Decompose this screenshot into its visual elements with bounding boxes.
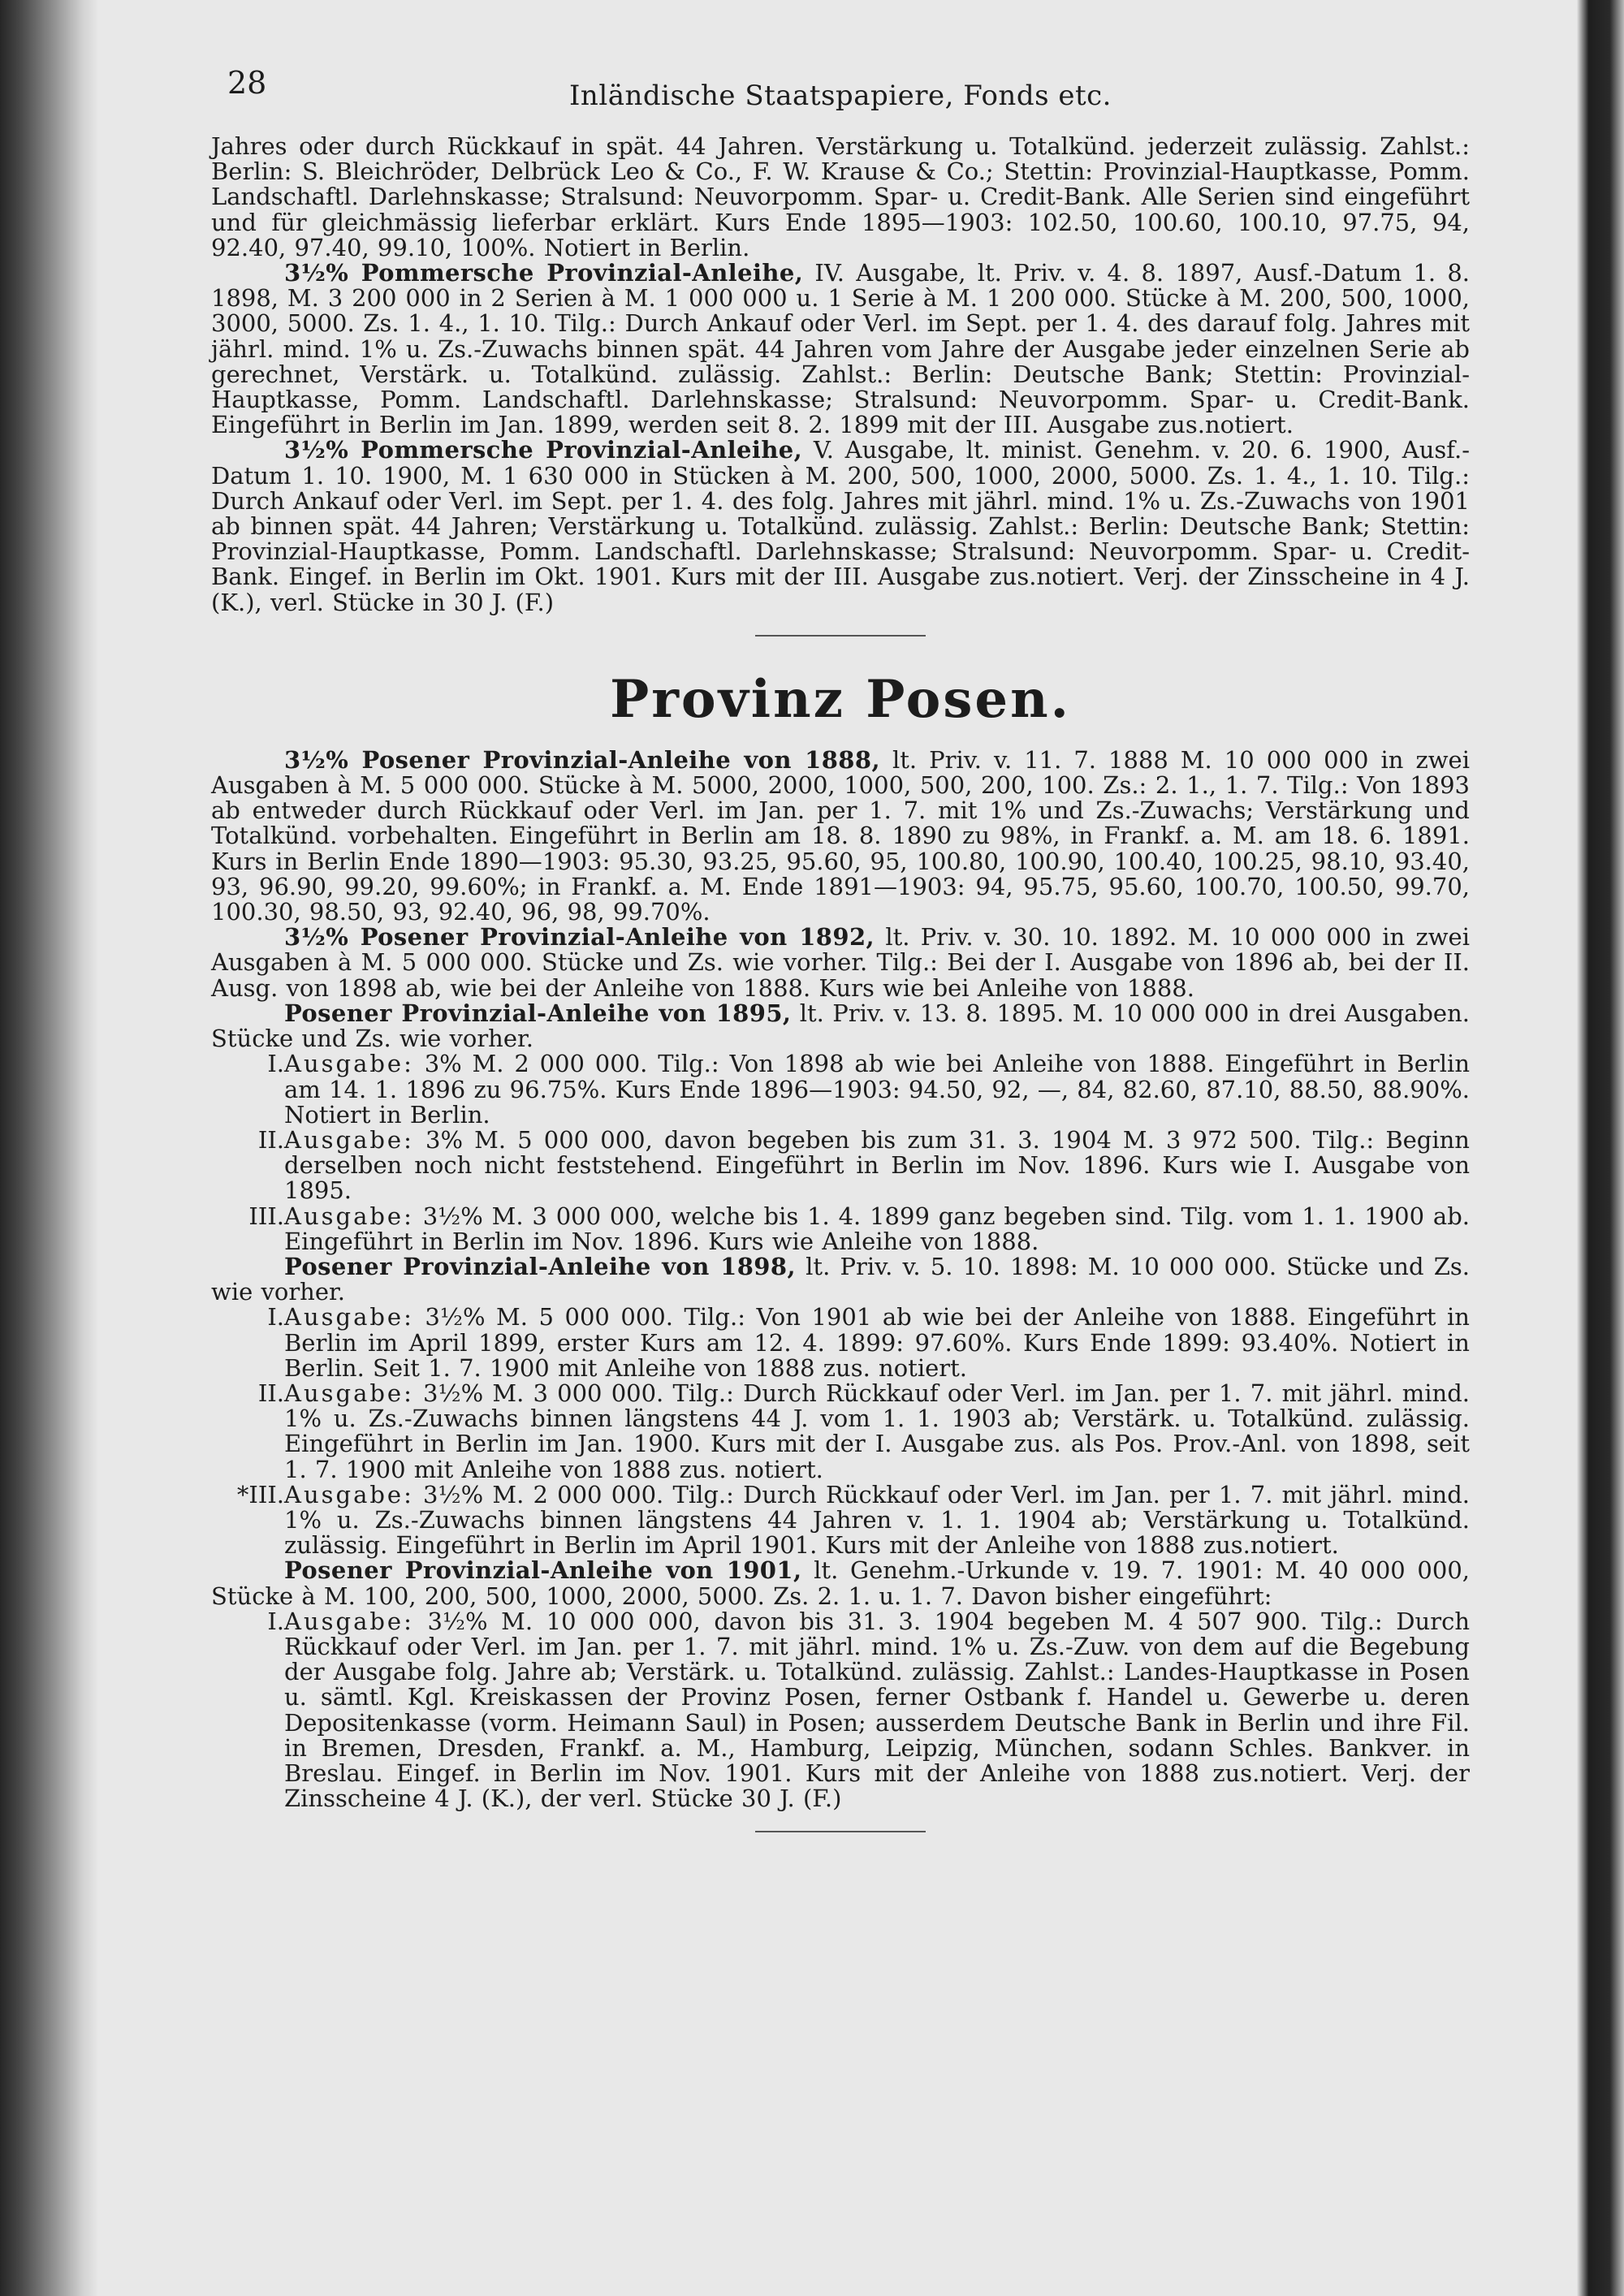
issue-number: *III. (236, 1480, 284, 1508)
paragraph-posen-1901 (211, 1558, 1470, 1608)
entry-heading: 3½% Posener Provinzial-Anleihe von 1892, (284, 923, 875, 952)
issue-text (284, 1305, 1470, 1381)
issue-number: II. (257, 1125, 284, 1154)
entry-heading: 3½% Pommersche Provinzial-Anleihe, (284, 259, 804, 287)
issue-text (284, 1204, 1470, 1254)
paragraph-posen-1888 (211, 745, 1470, 926)
entry-heading: Posener Provinzial-Anleihe von 1895, (284, 999, 792, 1027)
paragraph-pommern-iv (211, 261, 1470, 438)
document-page (97, 0, 1577, 2296)
issue-body: 3½% M. 5 000 000. Tilg.: Von 1901 ab wie bei der Anleihe von 1888. Eingeführt in Berlin im April 1899, erster Kurs am 12. 4. 1899: 97.60%. Kurs Ende 1899: 93.40%. Notiert in Berlin. Seit 1. 7. 1900 mit Anleihe von 1888 zus. notiert. (284, 1303, 1470, 1382)
paragraph-pommern-continued: Jahres oder durch Rückkauf in spät. 44 Jahren. Verstärkung u. Totalkünd. jederzeit zulässig. Zahlst.: Berlin: S. Bleichröder, Delbrück Leo & Co., F. W. Krause & Co.; Stettin: Provinzial-Hauptkasse, Pomm. Landschaftl. Darlehnskasse; Stralsund: Neuvorpomm. Spar- u. Credit-Bank. Alle Serien sind eingeführt und für gleichmässig lieferbar erklärt. Kurs Ende 1895—1903: 102.50, 100.60, 100.10, 97.75, 94, 92.40, 97.40, 99.10, 100%. Notiert in Berlin. (211, 132, 1470, 261)
paragraph-posen-1895 (211, 1001, 1470, 1051)
issue-body: 3½% M. 10 000 000, davon bis 31. 3. 1904 begeben M. 4 507 900. Tilg.: Durch Rückkauf oder Verl. im Jan. per 1. 7. mit jährl. mind. 1% u. Zs.-Zuw. von dem auf die Begebung der Ausgabe folg. Jahre ab; Verstärk. u. Totalkünd. zulässig. Zahlst.: Landes-Hauptkasse in Posen u. sämtl. Kgl. Kreiskassen der Provinz Posen, ferner Ostbank f. Handel u. Gewerbe u. deren Depositenkasse (vorm. Heimann Saul) in Posen; ausserdem Deutsche Bank in Berlin und ihre Fil. in Bremen, Dresden, Frankf. a. M., Hamburg, Leipzig, München, sodann Schles. Bankver. in Breslau. Eingef. in Berlin im Nov. 1901. Kurs mit der Anleihe von 1888 zus.notiert. Verj. der Zinsscheine 4 J. (K.), der verl. Stücke 30 J. (F.) (284, 1607, 1470, 1813)
scan-right-edge (1577, 0, 1624, 2296)
issue-body: 3% M. 2 000 000. Tilg.: Von 1898 ab wie bei Anleihe von 1888. Eingeführt in Berlin am 14. 1. 1896 zu 96.75%. Kurs Ende 1896—1903: 94.50, 92, —, 84, 82.60, 87.10, 88.50, 88.90%. Notiert in Berlin. (284, 1050, 1470, 1129)
issue-text (284, 1381, 1470, 1482)
scan-left-shadow (0, 0, 97, 2296)
issue-number: I. (267, 1050, 284, 1078)
entry-text: lt. Priv. v. 11. 7. 1888 M. 10 000 000 in zwei Ausgaben à M. 5 000 000. Stücke à M. 5000, 2000, 1000, 500, 200, 100. Zs.: 2. 1., 1. 7. Tilg.: Von 1893 ab entweder durch Rückkauf oder Verl. im Jan. per 1. 7. mit 1% und Zs.-Zuwachs; Verstärkung und Totalkünd. vorbehalten. Eingeführt in Berlin am 18. 8. 1890 zu 98%, in Frankf. a. M. am 18. 6. 1891. Kurs in Berlin Ende 1890—1903: 95.30, 93.25, 95.60, 95, 100.80, 100.90, 100.40, 100.25, 98.10, 93.40, 93, 96.90, 99.20, 99.60%; in Frankf. a. M. Ende 1891—1903: 94, 95.75, 95.60, 100.70, 100.50, 99.70, 100.30, 98.50, 93, 92.40, 96, 98, 99.70%. (211, 745, 1470, 926)
issue-item (211, 1204, 1470, 1254)
entry-text: lt. Genehm.-Urkunde v. 19. 7. 1901: M. 40 000 000, Stücke à M. 100, 200, 500, 1000, 2000, 5000. Zs. 2. 1. u. 1. 7. Davon bisher eingeführt: (211, 1556, 1470, 1610)
issue-text (284, 1051, 1470, 1128)
issue-label: Ausgabe: (284, 1202, 414, 1230)
page-number: 28 (227, 65, 267, 101)
section-divider (755, 635, 926, 637)
issue-number: II. (257, 1379, 284, 1407)
issue-item (211, 1381, 1470, 1482)
issue-body: 3½% M. 3 000 000. Tilg.: Durch Rückkauf oder Verl. im Jan. per 1. 7. mit jährl. mind. 1% u. Zs.-Zuwachs binnen längstens 44 J. vom 1. 1. 1903 ab; Verstärk. u. Totalkünd. zulässig. Eingeführt in Berlin im Jan. 1900. Kurs mit der I. Ausgabe zus. als Pos. Prov.-Anl. von 1898, seit 1. 7. 1900 mit Anleihe von 1888 zus. notiert. (284, 1379, 1470, 1483)
paragraph-pommern-v (211, 438, 1470, 615)
issue-label: Ausgabe: (284, 1379, 414, 1407)
entry-heading: 3½% Pommersche Provinzial-Anleihe, (284, 436, 803, 464)
issue-item (211, 1482, 1470, 1559)
issue-item (211, 1125, 1470, 1205)
page-header (211, 57, 1470, 134)
issue-item (211, 1051, 1470, 1128)
issue-number: I. (267, 1303, 284, 1331)
issue-item (211, 1305, 1470, 1381)
issue-number: III. (248, 1202, 284, 1230)
entry-text: lt. Priv. v. 5. 10. 1898: M. 10 000 000. Stücke und Zs. wie vorher. (211, 1252, 1470, 1306)
entry-text: lt. Priv. v. 13. 8. 1895. M. 10 000 000 in drei Ausgaben. Stücke und Zs. wie vorher. (211, 999, 1470, 1053)
issue-item (211, 1609, 1470, 1812)
entry-heading: Posener Provinzial-Anleihe von 1898, (284, 1252, 796, 1280)
issue-text (284, 1125, 1470, 1205)
paragraph-posen-1898 (211, 1254, 1470, 1305)
issue-text (284, 1482, 1470, 1559)
issue-label: Ausgabe: (284, 1607, 414, 1635)
section-title: Provinz Posen. (610, 668, 1071, 730)
issue-body: 3½% M. 2 000 000. Tilg.: Durch Rückkauf oder Verl. im Jan. per 1. 7. mit jährl. mind. 1% u. Zs.-Zuwachs binnen längstens 44 Jahren v. 1. 1. 1904 ab; Verstärkung u. Totalkünd. zulässig. Eingeführt in Berlin im April 1901. Kurs mit der Anleihe von 1888 zus.notiert. (284, 1480, 1470, 1560)
issue-text (284, 1609, 1470, 1812)
issue-label: Ausgabe: (284, 1480, 414, 1508)
text-column (211, 57, 1470, 1832)
issue-label: Ausgabe: (284, 1125, 414, 1154)
issue-body: 3% M. 5 000 000, davon begeben bis zum 31. 3. 1904 M. 3 972 500. Tilg.: Beginn derselben noch nicht feststehend. Eingeführt in Berlin im Nov. 1896. Kurs wie I. Ausgabe von 1895. (284, 1125, 1470, 1205)
issue-label: Ausgabe: (284, 1050, 414, 1078)
issue-label: Ausgabe: (284, 1303, 414, 1331)
running-head: Inländische Staatspapiere, Fonds etc. (569, 80, 1112, 112)
section-divider (755, 1831, 926, 1832)
entry-heading: 3½% Posener Provinzial-Anleihe von 1888, (284, 745, 880, 774)
entry-heading: Posener Provinzial-Anleihe von 1901, (284, 1556, 802, 1585)
paragraph-posen-1892 (211, 925, 1470, 1001)
entry-text: V. Ausgabe, lt. minist. Genehm. v. 20. 6. 1900, Ausf.-Datum 1. 10. 1900, M. 1 630 000 in Stücken à M. 200, 500, 1000, 2000, 5000. Zs. 1. 4., 1. 10. Tilg.: Durch Ankauf oder Verl. im Sept. per 1. 4. des folg. Jahres mit jährl. mind. 1% u. Zs.-Zuwachs von 1901 ab binnen spät. 44 Jahren; Verstärkung u. Totalkünd. zulässig. Zahlst.: Berlin: Deutsche Bank; Stettin: Provinzial-Hauptkasse, Pomm. Landschaftl. Darlehnskasse; Stralsund: Neuvorpomm. Spar- u. Credit-Bank. Eingef. in Berlin im Okt. 1901. Kurs mit der III. Ausgabe zus.notiert. Verj. der Zinsscheine in 4 J. (K.), verl. Stücke in 30 J. (F.) (211, 436, 1470, 616)
issue-number: I. (267, 1607, 284, 1635)
entry-text: lt. Priv. v. 30. 10. 1892. M. 10 000 000 in zwei Ausgaben à M. 5 000 000. Stücke und Zs. wie vorher. Tilg.: Bei der I. Ausgabe von 1896 ab, bei der II. Ausg. von 1898 ab, wie bei der Anleihe von 1888. Kurs wie bei Anleihe von 1888. (211, 923, 1470, 1002)
issue-body: 3½% M. 3 000 000, welche bis 1. 4. 1899 ganz begeben sind. Tilg. vom 1. 1. 1900 ab. Eingeführt in Berlin im Nov. 1896. Kurs wie Anleihe von 1888. (284, 1202, 1470, 1255)
entry-text: IV. Ausgabe, lt. Priv. v. 4. 8. 1897, Ausf.-Datum 1. 8. 1898, M. 3 200 000 in 2 Serien à M. 1 000 000 u. 1 Serie à M. 1 200 000. Stücke à M. 200, 500, 1000, 3000, 5000. Zs. 1. 4., 1. 10. Tilg.: Durch Ankauf oder Verl. im Sept. per 1. 4. des darauf folg. Jahres mit jährl. mind. 1% u. Zs.-Zuwachs binnen spät. 44 Jahren vom Jahre der Ausgabe jeder einzelnen Serie ab gerechnet, Verstärk. u. Totalkünd. zulässig. Zahlst.: Berlin: Deutsche Bank; Stettin: Provinzial-Hauptkasse, Pomm. Landschaftl. Darlehnskasse; Stralsund: Neuvorpomm. Spar- u. Credit-Bank. Eingeführt in Berlin im Jan. 1899, werden seit 8. 2. 1899 mit der III. Ausgabe zus.notiert. (211, 259, 1471, 439)
